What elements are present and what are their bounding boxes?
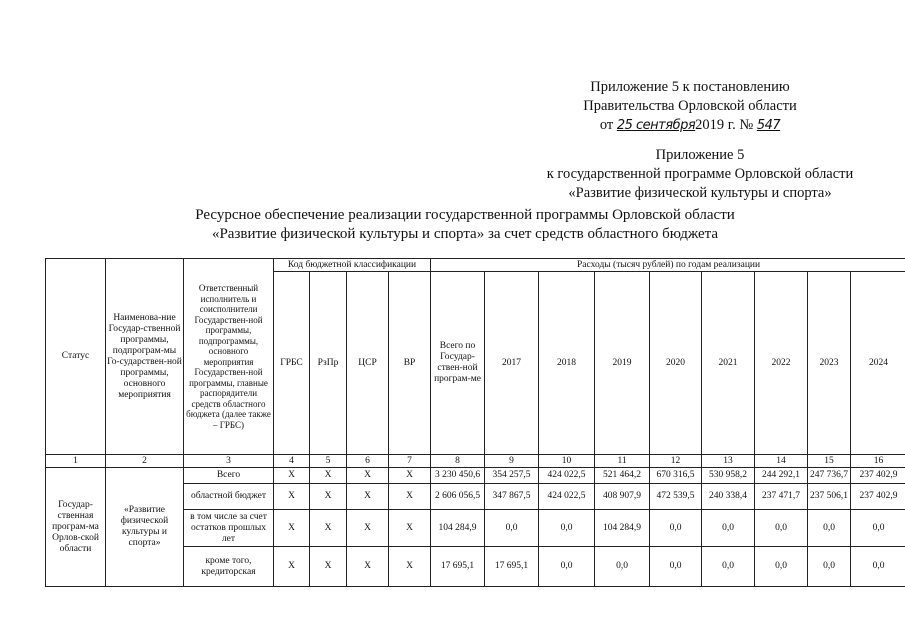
program-name-cell: «Развитие физической культуры и спорта» xyxy=(106,468,184,587)
header-year-2023: 2023 xyxy=(808,272,851,455)
colnum: 3 xyxy=(184,455,274,468)
value-cell: 3 230 450,6 xyxy=(431,468,485,484)
value-cell: 0,0 xyxy=(755,547,808,587)
status-cell: Государ-ственная програм-ма Орлов-ской области xyxy=(46,468,106,587)
date-prefix: от xyxy=(599,117,614,133)
value-cell: 424 022,5 xyxy=(539,468,595,484)
code-cell: X xyxy=(274,484,310,510)
value-cell: 2 606 056,5 xyxy=(431,484,485,510)
header-grbs: ГРБС xyxy=(274,272,310,455)
code-cell: X xyxy=(310,510,347,547)
value-cell: 521 464,2 xyxy=(595,468,650,484)
program-appendix-header xyxy=(505,146,895,203)
code-cell: X xyxy=(389,484,431,510)
value-cell: 237 402,9 xyxy=(851,468,905,484)
header-budget-code: Код бюджетной классификации xyxy=(274,259,431,272)
header-year-2020: 2020 xyxy=(650,272,702,455)
colnum: 11 xyxy=(595,455,650,468)
value-cell: 347 867,5 xyxy=(485,484,539,510)
colnum: 16 xyxy=(851,455,905,468)
value-cell: 237 506,1 xyxy=(808,484,851,510)
colnum: 9 xyxy=(485,455,539,468)
row-label: областной бюджет xyxy=(184,484,274,510)
colnum: 2 xyxy=(106,455,184,468)
code-cell: X xyxy=(274,547,310,587)
header-year-2019: 2019 xyxy=(595,272,650,455)
date-handwritten: 25 сентября xyxy=(616,118,696,133)
code-cell: X xyxy=(389,510,431,547)
value-cell: 244 292,1 xyxy=(755,468,808,484)
value-cell: 0,0 xyxy=(595,547,650,587)
value-cell: 0,0 xyxy=(808,547,851,587)
colnum: 1 xyxy=(46,455,106,468)
header-name: Наименова-ние Государ-ственной программы, подпрограм-мы Го-сударствен-ной программы, основного мероприятия xyxy=(106,259,184,455)
code-cell: X xyxy=(347,510,389,547)
value-cell: 530 958,2 xyxy=(702,468,755,484)
row-label: Всего xyxy=(184,468,274,484)
value-cell: 0,0 xyxy=(755,510,808,547)
code-cell: X xyxy=(274,510,310,547)
value-cell: 424 022,5 xyxy=(539,484,595,510)
title-line2: «Развитие физической культуры и спорта» за счет средств областного бюджета xyxy=(211,226,719,242)
header-year-2018: 2018 xyxy=(539,272,595,455)
colnum: 13 xyxy=(702,455,755,468)
appendix-header xyxy=(500,78,880,135)
value-cell: 0,0 xyxy=(539,510,595,547)
colnum: 4 xyxy=(274,455,310,468)
table-row xyxy=(46,468,905,484)
header-vr: ВР xyxy=(389,272,431,455)
code-cell: X xyxy=(310,468,347,484)
value-cell: 354 257,5 xyxy=(485,468,539,484)
header-year-2022: 2022 xyxy=(755,272,808,455)
header-year-2017: 2017 xyxy=(485,272,539,455)
colnum: 12 xyxy=(650,455,702,468)
program-appendix-line1: Приложение 5 xyxy=(655,147,745,163)
value-cell: 0,0 xyxy=(808,510,851,547)
row-label: кроме того, кредиторская xyxy=(184,547,274,587)
value-cell: 0,0 xyxy=(851,547,905,587)
program-appendix-line2: к государственной программе Орловской области xyxy=(546,166,854,182)
value-cell: 237 471,7 xyxy=(755,484,808,510)
number-handwritten: 547 xyxy=(756,118,781,133)
resource-table xyxy=(45,258,905,587)
colnum: 5 xyxy=(310,455,347,468)
code-cell: X xyxy=(389,547,431,587)
colnum: 8 xyxy=(431,455,485,468)
appendix-line2: Правительства Орловской области xyxy=(583,98,797,114)
value-cell: 670 316,5 xyxy=(650,468,702,484)
value-cell: 472 539,5 xyxy=(650,484,702,510)
column-number-row xyxy=(46,455,905,468)
header-expenses: Расходы (тысяч рублей) по годам реализации xyxy=(431,259,905,272)
value-cell: 408 907,9 xyxy=(595,484,650,510)
header-rzpr: РзПр xyxy=(310,272,347,455)
colnum: 7 xyxy=(389,455,431,468)
code-cell: X xyxy=(347,547,389,587)
code-cell: X xyxy=(310,484,347,510)
value-cell: 17 695,1 xyxy=(431,547,485,587)
program-appendix-line3: «Развитие физической культуры и спорта» xyxy=(568,185,832,201)
document-title xyxy=(150,206,780,244)
code-cell: X xyxy=(274,468,310,484)
value-cell: 0,0 xyxy=(485,510,539,547)
value-cell: 0,0 xyxy=(702,547,755,587)
header-year-2024: 2024 xyxy=(851,272,905,455)
value-cell: 237 402,9 xyxy=(851,484,905,510)
value-cell: 17 695,1 xyxy=(485,547,539,587)
appendix-date-line xyxy=(500,116,880,135)
title-line1: Ресурсное обеспечение реализации государственной программы Орловской области xyxy=(195,207,735,223)
header-status: Статус xyxy=(46,259,106,455)
value-cell: 240 338,4 xyxy=(702,484,755,510)
value-cell: 0,0 xyxy=(650,510,702,547)
code-cell: X xyxy=(389,468,431,484)
code-cell: X xyxy=(310,547,347,587)
value-cell: 104 284,9 xyxy=(431,510,485,547)
row-label: в том числе за счет остатков прошлых лет xyxy=(184,510,274,547)
value-cell: 247 736,7 xyxy=(808,468,851,484)
header-year-2021: 2021 xyxy=(702,272,755,455)
value-cell: 0,0 xyxy=(702,510,755,547)
code-cell: X xyxy=(347,468,389,484)
code-cell: X xyxy=(347,484,389,510)
colnum: 10 xyxy=(539,455,595,468)
value-cell: 0,0 xyxy=(650,547,702,587)
colnum: 6 xyxy=(347,455,389,468)
value-cell: 0,0 xyxy=(851,510,905,547)
header-csr: ЦСР xyxy=(347,272,389,455)
value-cell: 104 284,9 xyxy=(595,510,650,547)
value-cell: 0,0 xyxy=(539,547,595,587)
colnum: 15 xyxy=(808,455,851,468)
date-year: 2019 г. № xyxy=(695,117,754,133)
colnum: 14 xyxy=(755,455,808,468)
header-responsible: Ответственный исполнитель и соисполнители Государствен-ной программы, подпрограммы, основного мероприятия Государствен-ной программы, главные распорядители средств областного бюджета (далее также – ГРБС) xyxy=(184,259,274,455)
header-total: Всего по Государ-ствен-ной програм-ме xyxy=(431,272,485,455)
appendix-line1: Приложение 5 к постановлению xyxy=(590,79,790,95)
